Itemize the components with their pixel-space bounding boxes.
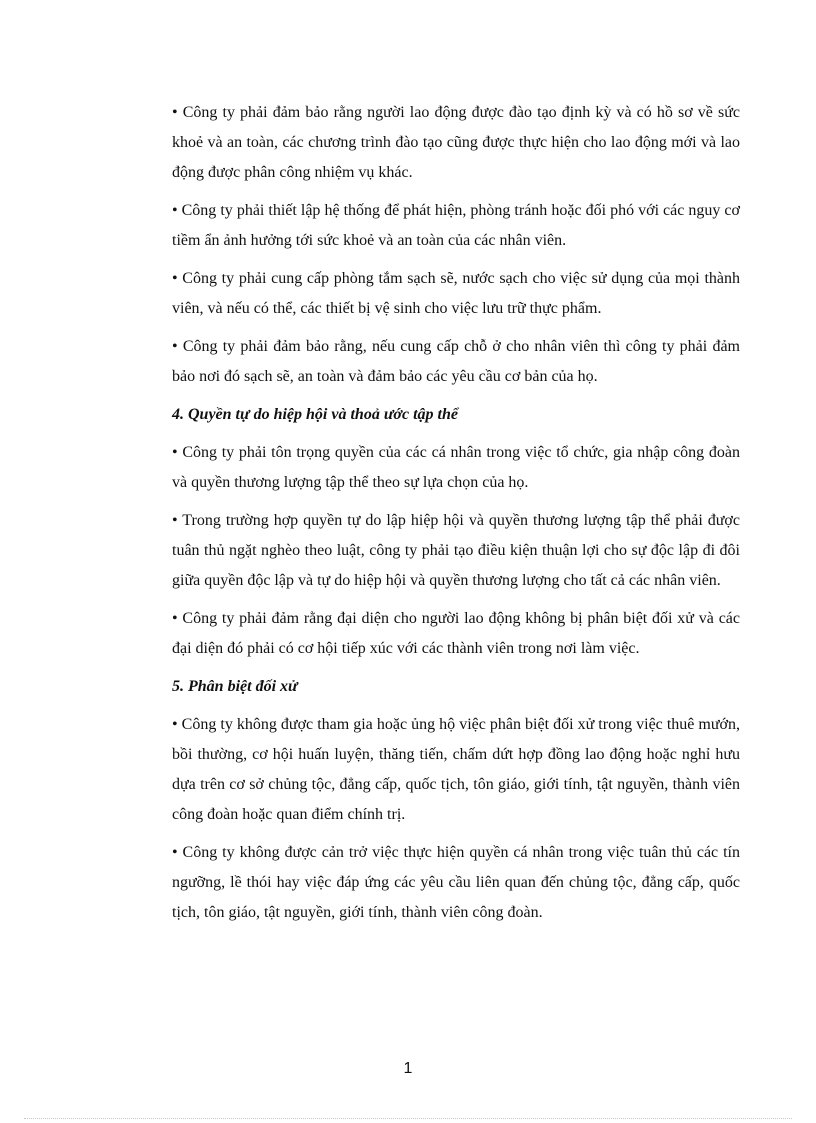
paragraph-sanitation: • Công ty phải cung cấp phòng tắm sạch sẽ, nước sạch cho việc sử dụng của mọi thành viên, và nếu có thể, các thiết bị vệ sinh cho việc lưu trữ thực phẩm. xyxy=(172,270,740,317)
paragraph-union-rights: • Công ty phải tôn trọng quyền của các cá nhân trong việc tổ chức, gia nhập công đoàn và quyền thương lượng tập thể theo sự lựa chọn của họ. xyxy=(172,444,740,491)
document-body xyxy=(172,98,740,936)
page-bottom-border xyxy=(24,1118,792,1119)
page-number: 1 xyxy=(403,1060,413,1077)
paragraph-training: • Công ty phải đảm bảo rằng người lao động được đào tạo định kỳ và có hồ sơ về sức khoẻ và an toàn, các chương trình đào tạo cũng được thực hiện cho lao động mới và lao động được phân công nhiệm vụ khác. xyxy=(172,104,740,181)
paragraph-no-discrimination: • Công ty không được tham gia hoặc ủng hộ việc phân biệt đối xử trong việc thuê mướn, bồi thường, cơ hội huấn luyện, thăng tiến, chấm dứt hợp đồng lao động hoặc nghỉ hưu dựa trên cơ sở chủng tộc, đẳng cấp, quốc tịch, tôn giáo, giới tính, tật nguyền, thành viên công đoàn hoặc quan điểm chính trị. xyxy=(172,716,740,823)
paragraph-housing: • Công ty phải đảm bảo rằng, nếu cung cấp chỗ ở cho nhân viên thì công ty phải đảm bảo nơi đó sạch sẽ, an toàn và đảm bảo các yêu cầu cơ bản của họ. xyxy=(172,338,740,385)
section-heading-discrimination: 5. Phân biệt đối xử xyxy=(172,678,298,695)
paragraph-hazard-system: • Công ty phải thiết lập hệ thống để phát hiện, phòng tránh hoặc đối phó với các nguy cơ tiềm ẩn ảnh hưởng tới sức khoẻ và an toàn của các nhân viên. xyxy=(172,202,740,249)
paragraph-representatives: • Công ty phải đảm rằng đại diện cho người lao động không bị phân biệt đối xử và các đại diện đó phải có cơ hội tiếp xúc với các thành viên trong nơi làm việc. xyxy=(172,610,740,657)
paragraph-parallel-means: • Trong trường hợp quyền tự do lập hiệp hội và quyền thương lượng tập thể phải được tuân thủ ngặt nghèo theo luật, công ty phải tạo điều kiện thuận lợi cho sự độc lập đi đôi giữa quyền độc lập và tự do hiệp hội và quyền thương lượng cho tất cả các nhân viên. xyxy=(172,512,740,589)
section-heading-association: 4. Quyền tự do hiệp hội và thoả ước tập thể xyxy=(172,406,458,423)
paragraph-personal-rights: • Công ty không được cản trở việc thực hiện quyền cá nhân trong việc tuân thủ các tín ngưỡng, lề thói hay việc đáp ứng các yêu cầu liên quan đến chủng tộc, đẳng cấp, quốc tịch, tôn giáo, tật nguyền, giới tính, thành viên công đoàn. xyxy=(172,844,740,921)
